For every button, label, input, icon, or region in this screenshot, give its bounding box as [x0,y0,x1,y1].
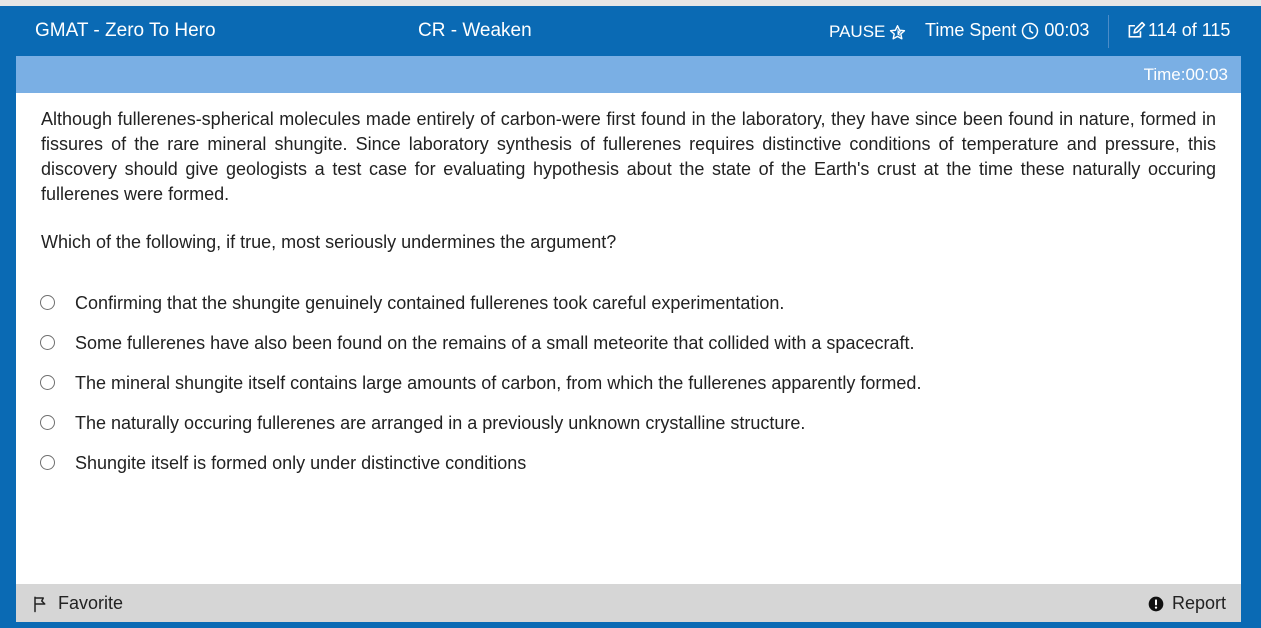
question-stimulus: Although fullerenes-spherical molecules made entirely of carbon-were first found in the laboratory, they have since been found in nature, formed in fissures of the rare mineral shungite. Since laboratory synthesis of fullerenes requires distinctive conditions of temperature and pressure, this discovery should give geologists a test case for evaluating hypothesis about the state of the Earth's crust at the time these naturally occuring fullerenes were formed. [41,109,1216,204]
radio-button[interactable] [40,415,55,430]
report-label: Report [1171,593,1226,613]
answer-choice-text: Confirming that the shungite genuinely contained fullerenes took careful experimentation. [75,292,785,313]
section-title: CR - Weaken [418,20,532,41]
pause-label: PAUSE [829,22,886,41]
flag-icon [32,595,50,613]
question-stem: Which of the following, if true, most seriously undermines the argument? [41,232,617,252]
footer-bar [16,584,1241,622]
radio-button[interactable] [40,335,55,350]
time-spent-value: 00:03 [1044,20,1090,40]
answer-choice-text: The naturally occuring fullerenes are arranged in a previously unknown crystalline structure. [75,412,806,433]
question-panel [16,93,1241,584]
radio-button[interactable] [40,295,55,310]
radio-button[interactable] [40,455,55,470]
bottom-border [0,622,1261,628]
time-spent-label: Time Spent [925,20,1017,40]
answer-choice-text: Shungite itself is formed only under distinctive conditions [75,452,527,473]
favorite-label: Favorite [58,593,124,613]
radio-button[interactable] [40,375,55,390]
answer-choices [40,283,921,483]
alert-icon [1148,596,1164,612]
question-counter [1127,20,1230,41]
edit-icon [1127,21,1146,40]
timer-label: Time:00:03 [1143,65,1228,84]
question-counter-text: 114 of 115 [1148,20,1231,40]
clock-icon [1021,22,1039,40]
answer-choice-text: The mineral shungite itself contains large amounts of carbon, from which the fullerenes apparently formed. [75,372,922,393]
time-spent [925,20,1089,41]
app-frame [0,6,1261,628]
header-divider [1108,15,1109,48]
answer-choice[interactable] [40,323,921,363]
star-icon [889,24,906,41]
answer-choice[interactable] [40,363,921,403]
app-title: GMAT - Zero To Hero [35,20,216,41]
answer-choice[interactable] [40,283,921,323]
answer-choice[interactable] [40,443,921,483]
header-bar [0,6,1261,56]
answer-choice[interactable] [40,403,921,443]
favorite-button[interactable] [32,593,123,614]
answer-choice-text: Some fullerenes have also been found on the remains of a small meteorite that collided with a spacecraft. [75,332,915,353]
report-button[interactable] [1148,593,1226,614]
pause-button[interactable] [829,22,906,42]
timer-bar [16,56,1241,93]
